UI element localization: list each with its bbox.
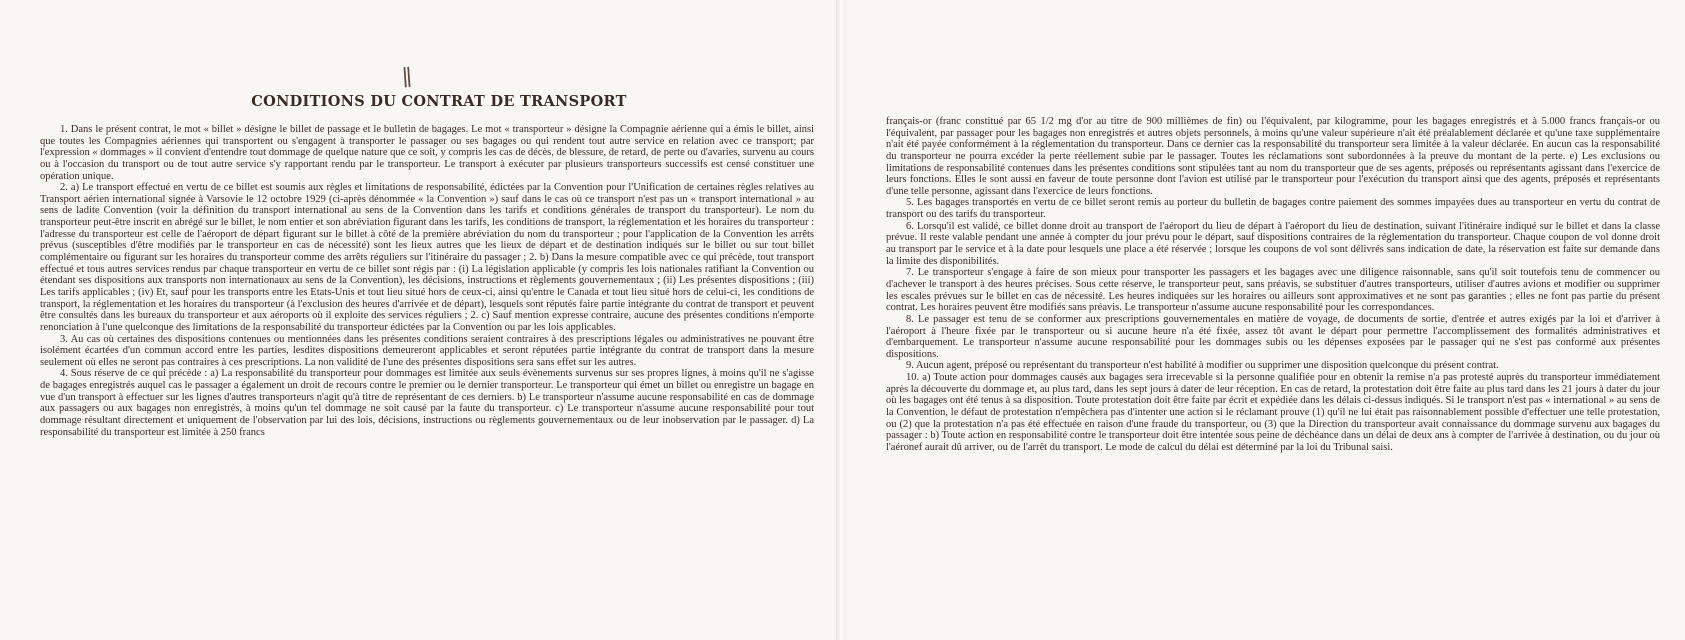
- paragraph-4: 4. Sous réserve de ce qui précède : a) La responsabilité du transporteur pour dommages est limitée aux seuls évènements survenus sur ses propres lignes, à moins qu'il ne s'agisse de bagages enregistrés auquel cas le passager a également un droit de recours contre le premier ou le dernier transporteur. Le transporteur qui émet un billet ou enregistre un bagage en vue d'un transport à effectuer sur les lignes d'autres transporteurs n'agit qu'à titre de représentant de ces derniers. b) Le transporteur n'assume aucune responsabilité en cas de dommage aux passagers ou aux bagages non enregistrés, à moins qu'un tel dommage ne soit causé par la faute du transporteur. c) Le transporteur n'assume aucune responsabilité pour tout dommage résultant directement et uniquement de l'observation par lui des lois, décisions, instructions ou règlements gouvernementaux ou de leur inobservation par le passager. d) La responsabilité du transporteur est limitée à 250 francs: [40, 368, 814, 438]
- paragraph-4-continued: français-or (franc constitué par 65 1/2 mg d'or au titre de 900 millièmes de fin) ou l'équivalent, par kilogramme, pour les bagages enregistrés et à 5.000 francs français-or ou l'équivalent, par passager pour les bagages non enregistrés et autres objets personnels, à moins qu'une valeur supérieure n'ait été préalablement déclarée et qu'une taxe supplémentaire n'ait été payée conformément à la réglementation du transporteur. Dans ce dernier cas la responsabilité du transporteur sera limitée à la valeur déclarée. En aucun cas la responsabilité du transporteur ne pourra excéder la perte réellement subie par le passager. Toutes les réclamations sont subordonnées à la preuve du montant de la perte. e) Les exclusions ou limitations de responsabilité contenues dans les présentes conditions sont stipulées tant au nom du transporteur que de ses agents, préposés ou représentants agissant dans l'exercice de leurs fonctions. Elles le sont aussi en faveur de toute personne dont l'avion est utilisé par le transporteur pour l'exécution du transport ainsi que des agents, préposés et représentants d'une telle personne, agissant dans l'exercice de leurs fonctions.: [886, 116, 1660, 197]
- paragraph-9: 9. Aucun agent, préposé ou représentant du transporteur n'est habilité à modifier ou supprimer une disposition quelconque du présent contrat.: [906, 360, 1499, 372]
- handwritten-mark-icon: ∥: [401, 65, 414, 92]
- paragraph-1: 1. Dans le présent contrat, le mot « billet » désigne le billet de passage et le bulletin de bagages. Le mot « transporteur » désigne la Compagnie aérienne qui a émis le billet, ainsi que toutes les Compagnies aériennes qui transportent ou s'engagent à transporter le passager ou ses bagages ou qui rendent tout autre service en relation avec ce transport; par l'expression « dommages » il convient d'entendre tout dommage de quelque nature que ce soit, y compris les cas de décès, de blessure, de retard, de perte ou d'avaries, survenu au cours ou à l'occasion du transport ou de tout autre service s'y rapportant rendu par le transporteur. Le transport à exécuter par plusieurs transporteurs successifs est censé constituer une opération unique.: [40, 124, 814, 182]
- paragraph-7: 7. Le transporteur s'engage à faire de son mieux pour transporter les passagers et les bagages avec une diligence raisonnable, sans qu'il soit toutefois tenu de commencer ou d'achever le transport à des heures précises. Sous cette réserve, le transporteur peut, sans préavis, se substituer d'autres transporteurs, utiliser d'autres avions et modifier ou supprimer les escales prévues sur le billet en cas de nécessité. Les heures indiquées sur les horaires ou ailleurs sont approximatives et ne sont pas garanties ; elles ne font pas partie du présent contrat. Les horaires peuvent être modifiés sans préavis. Le transporteur n'assume aucune responsabilité pour les correspondances.: [886, 267, 1660, 314]
- right-page: [846, 0, 1685, 640]
- paragraph-3: 3. Au cas où certaines des dispositions contenues ou mentionnées dans les présentes conditions seraient contraires à des prescriptions légales ou administratives ne pouvant être isolément écartées d'un commun accord entre les parties, lesdites dispositions demeureront applicables et seront réputées partie intégrante du contrat de transport dans la mesure seulement où elles ne seront pas contraires à ces prescriptions. La non validité de l'une des présentes dispositions sera sans effet sur les autres.: [40, 333, 814, 368]
- left-page-text: [40, 124, 814, 438]
- page-title: CONDITIONS DU CONTRAT DE TRANSPORT: [251, 93, 627, 110]
- paragraph-8: 8. Le passager est tenu de se conformer aux prescriptions gouvernementales en matière de voyage, de documents de sortie, d'entrée et autres exigés par la loi et d'arriver à l'aéroport à l'heure fixée par le transporteur ou si aucune heure n'a été fixée, assez tôt avant le départ pour permettre l'accomplissement des formalités administratives et d'embarquement. Le transporteur n'assume aucune responsabilité pour les dommages subis ou les dépenses exposées par le passager qui ne s'est pas conformé aux présentes dispositions.: [886, 313, 1660, 360]
- paragraph-5: 5. Les bagages transportés en vertu de ce billet seront remis au porteur du bulletin de bagages contre paiement des sommes impayées dues au transporteur en vertu du contrat de transport ou des tarifs du transporteur.: [886, 197, 1660, 221]
- left-page: [0, 0, 838, 640]
- right-page-text: [886, 116, 1660, 454]
- paragraph-2: 2. a) Le transport effectué en vertu de ce billet est soumis aux règles et limitations de responsabilité, édictées par la Convention pour l'Unification de certaines règles relatives au Transport aérien international signée à Varsovie le 12 octobre 1929 (ci-après dénommée « la Convention ») sauf dans le cas où ce transport n'est pas un « transport international » au sens de ladite Convention (voir la définition du transport international au sens de la Convention dans les tarifs et conditions générales de transport du transporteur). Le nom du transporteur peut-être inscrit en abrégé sur le billet, le nom entier et son abréviation figurant dans les tarifs, les conditions de transport, la réglementation et les horaires du transporteur : l'adresse du transporteur est celle de l'aéroport de départ figurant sur le billet à côté de la première abréviation du nom du transporteur ; pour l'application de la Convention les arrêts prévus (susceptibles d'être modifiés par le transporteur en cas de nécessité) sont les lieux autres que les lieux de départ et de destination indiqués sur le billet ou sur tout billet complémentaire ou figurant sur les horaires du transporteur comme des arrêts réguliers sur l'itinéraire du passager ; 2. b) Dans la mesure compatible avec ce qui précède, tout transport effectué et tous autres services rendus par chaque transporteur en vertu de ce billet sont régis par : (i) La législation applicable (y compris les lois nationales ratifiant la Convention ou étendant ses dispositions aux transports non internationaux au sens de la Convention), les décisions, instructions et règlements gouvernementaux ; (ii) Les présentes dispositions ; (iii) Les tarifs applicables ; (iv) Et, sauf pour les transports entre les Etats-Unis et tout lieu situé hors de ceux-ci, ainsi qu'entre le Canada et tout lieu situé hors de celui-ci, les conditions de transport, la réglementation et les horaires du transporteur (à l'exclusion des heures d'arrivée et de départ), lesquels sont réputés faire partie intégrante du contrat de transport et peuvent être consultés dans les bureaux du transporteur et aux aéroports où il exploite des services réguliers ; 2. c) Sauf mention expresse contraire, aucune des présentes conditions n'emporte renonciation à l'une quelconque des limitations de la responsabilité du transporteur édictées par la Convention ou par les lois applicables.: [40, 182, 814, 333]
- paragraph-10: 10. a) Toute action pour dommages causés aux bagages sera irrecevable si la personne qualifiée pour en obtenir la remise n'a pas protesté auprès du transporteur immédiatement après la découverte du dommage et, au plus tard, dans les sept jours à dater de leur réception. En cas de retard, la protestation doit être faite au plus tard dans les 21 jours à dater du jour où les bagages ont été tenus à sa disposition. Toute protestation doit être faite par écrit et expédiée dans les délais ci-dessus indiqués. Si le transport n'est pas « international » au sens de la Convention, le défaut de protestation n'empêchera pas d'intenter une action si le réclamant prouve (1) qu'il ne lui était pas raisonnablement possible d'effectuer une telle protestation, ou (2) que la protestation n'a pas été effectuée en raison d'une fraude du transporteur, ou (3) que la Direction du transporteur avait connaissance du dommage survenu aux bagages du passager : b) Toute action en responsabilité contre le transporteur doit être intentée sous peine de déchéance dans un délai de deux ans à compter de l'arrivée à destination, ou du jour où l'aéronef aurait dû arriver, ou de l'arrêt du transport. Le mode de calcul du délai est déterminé par la loi du Tribunal saisi.: [886, 372, 1660, 453]
- paragraph-6: 6. Lorsqu'il est validé, ce billet donne droit au transport de l'aéroport du lieu de départ à l'aéroport du lieu de destination, suivant l'itinéraire indiqué sur le billet et dans la classe prévue. Il reste valable pendant une année à compter du jour prévu pour le départ, sauf dispositions contraires de la réglementation du transporteur. Chaque coupon de vol donne droit au transport par le service et à la date pour lesquels une place a été réservée ; lorsque les coupons de vol sont délivrés sans indication de date, la réservation est faite sur demande dans la limite des disponibilités.: [886, 220, 1660, 267]
